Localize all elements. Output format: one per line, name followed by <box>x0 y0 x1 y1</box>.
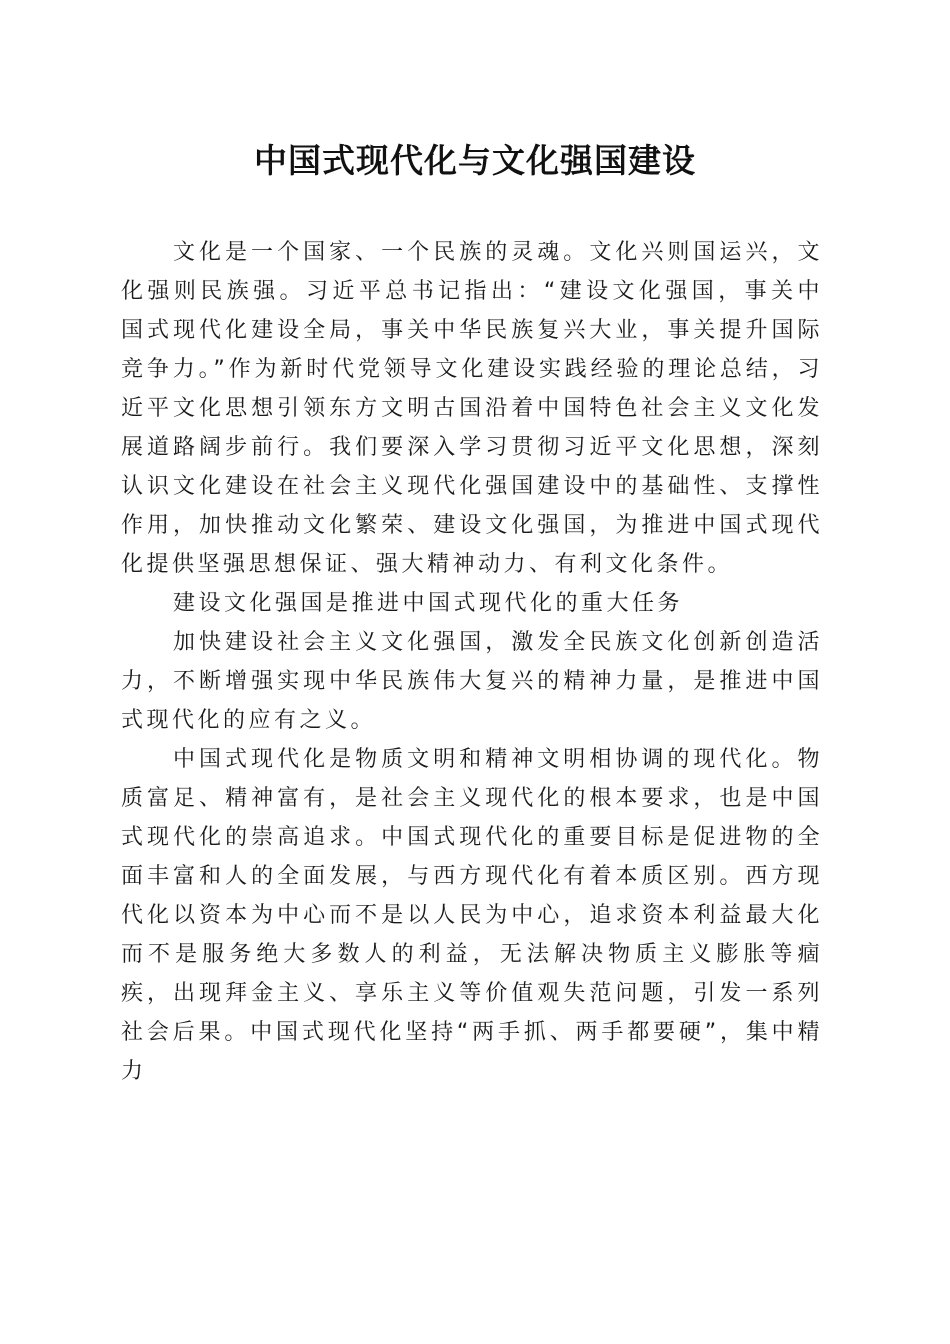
document-body <box>121 233 823 1091</box>
paragraph-task: 加快建设社会主义文化强国，激发全民族文化创新创造活力，不断增强实现中华民族伟大复兴的精神力量，是推进中国式现代化的应有之义。 <box>121 630 823 733</box>
document-title: 中国式现代化与文化强国建设 <box>254 141 696 180</box>
paragraph-modernization: 中国式现代化是物质文明和精神文明相协调的现代化。物质富足、精神富有，是社会主义现代化的根本要求，也是中国式现代化的崇高追求。中国式现代化的重要目标是促进物的全面丰富和人的全面发展，与西方现代化有着本质区别。西方现代化以资本为中心而不是以人民为中心，追求资本利益最大化而不是服务绝大多数人的利益，无法解决物质主义膨胀等痼疾，出现拜金主义、享乐主义等价值观失范问题，引发一系列社会后果。中国式现代化坚持“两手抓、两手都要硬”，集中精力 <box>121 747 823 1084</box>
section-heading: 建设文化强国是推进中国式现代化的重大任务 <box>173 591 684 616</box>
paragraph-intro: 文化是一个国家、一个民族的灵魂。文化兴则国运兴，文化强则民族强。习近平总书记指出：“建设文化强国，事关中国式现代化建设全局，事关中华民族复兴大业，事关提升国际竞争力。”作为新时代党领导文化建设实践经验的理论总结，习近平文化思想引领东方文明古国沿着中国特色社会主义文化发展道路阔步前行。我们要深入学习贯彻习近平文化思想，深刻认识文化建设在社会主义现代化强国建设中的基础性、支撑性作用，加快推动文化繁荣、建设文化强国，为推进中国式现代化提供坚强思想保证、强大精神动力、有利文化条件。 <box>121 240 823 577</box>
